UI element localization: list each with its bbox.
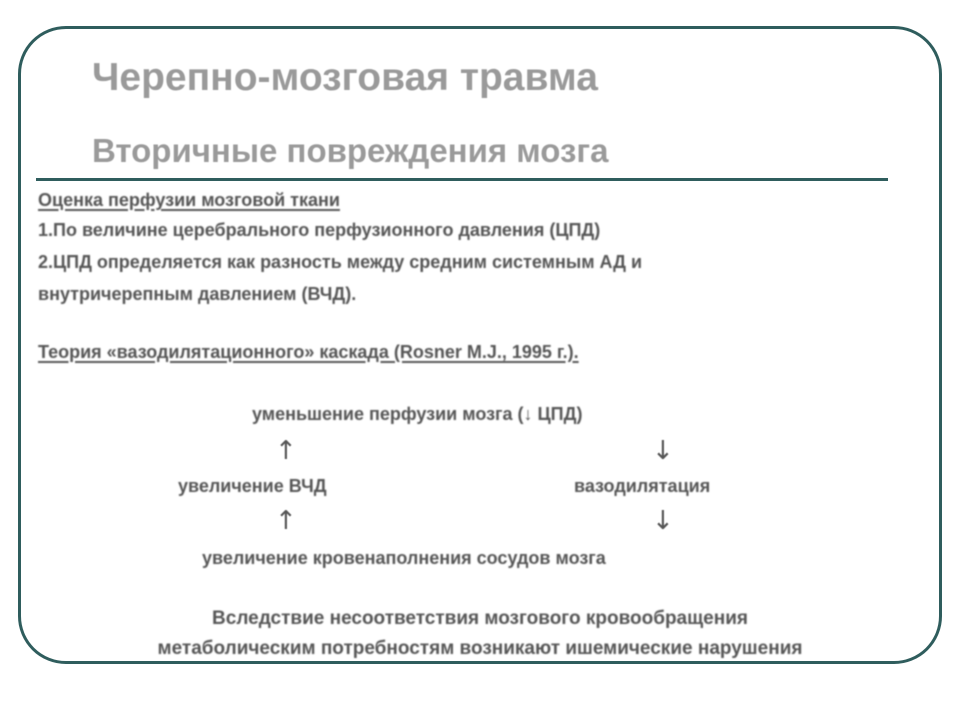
point-2-line-1: 2.ЦПД определяется как разность между средним системным АД и bbox=[38, 252, 643, 272]
cascade-bottom: увеличение кровенаполнения сосудов мозга bbox=[202, 548, 606, 568]
theory-heading: Теория «вазодилятационного» каскада (Rosner M.J., 1995 г.). bbox=[38, 342, 579, 362]
cascade-left: увеличение ВЧД bbox=[178, 476, 327, 496]
title-divider bbox=[36, 178, 888, 181]
cascade-arrow-down-1: ↓ bbox=[652, 436, 674, 466]
cascade-arrow-down-2: ↓ bbox=[652, 506, 674, 536]
conclusion-line-1: Вследствие несоответствия мозгового кровообращения bbox=[212, 608, 748, 629]
cascade-right: вазодилятация bbox=[574, 476, 711, 496]
slide-subtitle: Вторичные повреждения мозга bbox=[92, 132, 609, 169]
point-2-line-2: внутричерепным давлением (ВЧД). bbox=[38, 284, 357, 304]
point-1: 1.По величине церебрального перфузионного давления (ЦПД) bbox=[38, 220, 601, 240]
cascade-arrow-up-1: ↑ bbox=[275, 436, 297, 466]
cascade-arrow-up-2: ↑ bbox=[275, 506, 297, 536]
cascade-top: уменьшение перфузии мозга (↓ ЦПД) bbox=[252, 404, 583, 424]
perfusion-heading: Оценка перфузии мозговой ткани bbox=[38, 190, 340, 210]
conclusion-line-2: метаболическим потребностям возникают ишемические нарушения bbox=[157, 638, 803, 659]
slide-title: Черепно-мозговая травма bbox=[92, 56, 598, 99]
